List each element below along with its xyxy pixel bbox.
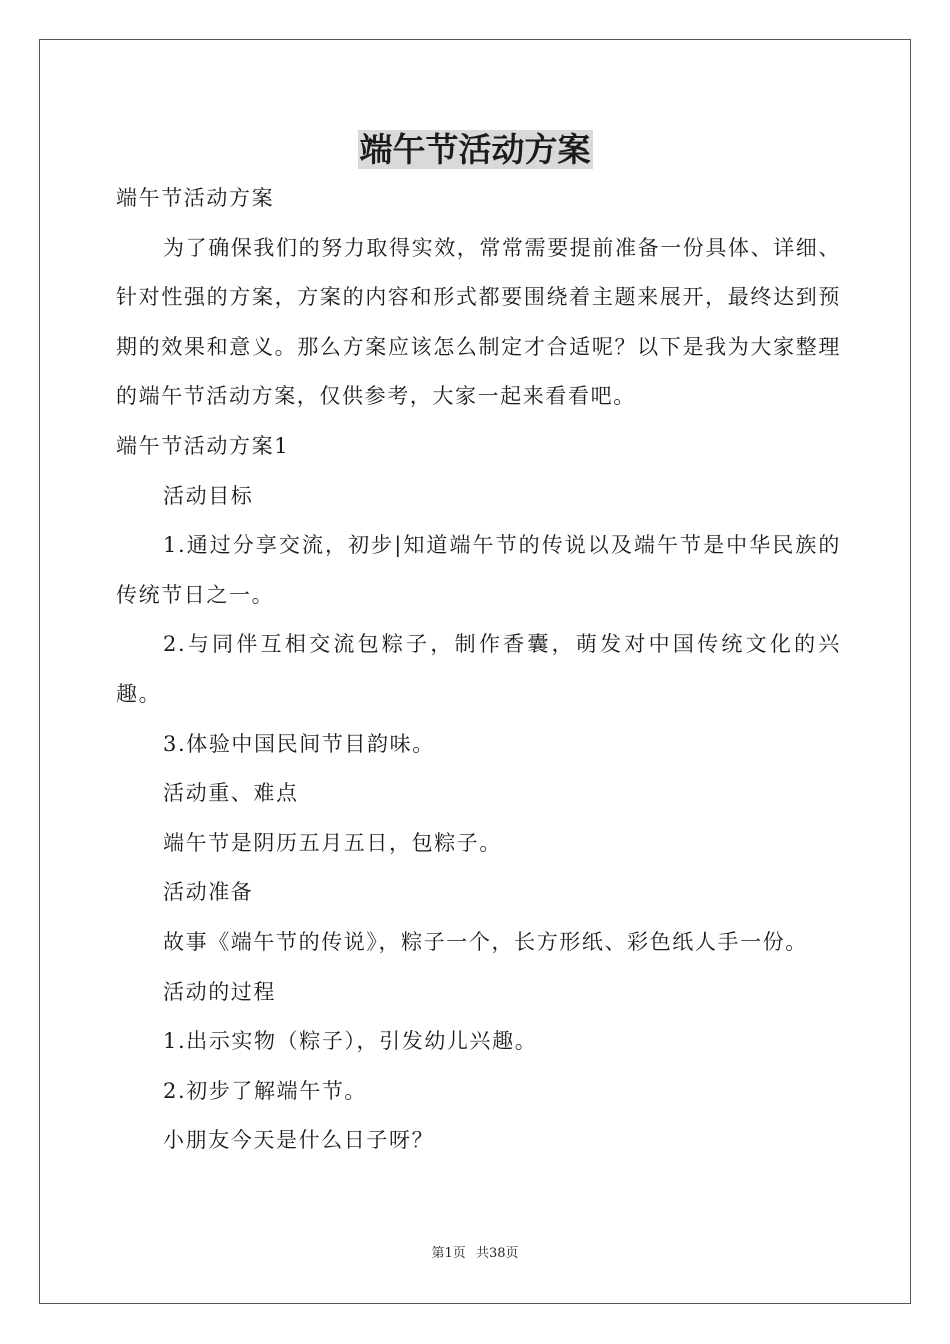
paragraph: 3.体验中国民间节目韵味。 <box>163 731 435 756</box>
paragraph: 1.出示实物（粽子），引发幼儿兴趣。 <box>163 1029 538 1054</box>
paragraph: 端午节活动方案 <box>116 186 275 210</box>
paragraph: 为了确保我们的努力取得实效，常常需要提前准备一份具体、详细、针对性强的方案，方案的内容和形式都要围绕着主题来展开，最终达到预期的效果和意义。那么方案应该怎么制定才合适呢？以下是我为大家整理的端午节活动方案，仅供参考，大家一起来看看吧。 <box>116 235 841 409</box>
paragraph: 2.与同伴互相交流包粽子，制作香囊，萌发对中国传统文化的兴趣。 <box>116 632 841 706</box>
paragraph: 端午节是阴历五月五日，包粽子。 <box>163 830 502 855</box>
paragraph: 活动的过程 <box>163 979 276 1004</box>
paragraph: 活动准备 <box>163 880 254 905</box>
document-title-text: 端午节活动方案 <box>359 130 591 169</box>
page-footer <box>0 1244 950 1264</box>
paragraph: 1.通过分享交流，初步|知道端午节的传说以及端午节是中华民族的传统节日之一。 <box>116 533 841 607</box>
page-number: 第1页 <box>431 1246 466 1261</box>
section-heading: 端午节活动方案1 <box>116 433 290 458</box>
document-body <box>116 174 841 1166</box>
paragraph: 活动目标 <box>163 483 254 508</box>
paragraph: 故事《端午节的传说》，粽子一个，长方形纸、彩色纸人手一份。 <box>163 929 808 954</box>
document-title <box>0 126 950 174</box>
page-total: 共38页 <box>475 1246 519 1261</box>
paragraph: 小朋友今天是什么日子呀？ <box>163 1128 435 1153</box>
paragraph: 活动重、难点 <box>163 781 299 806</box>
paragraph: 2.初步了解端午节。 <box>163 1078 368 1103</box>
